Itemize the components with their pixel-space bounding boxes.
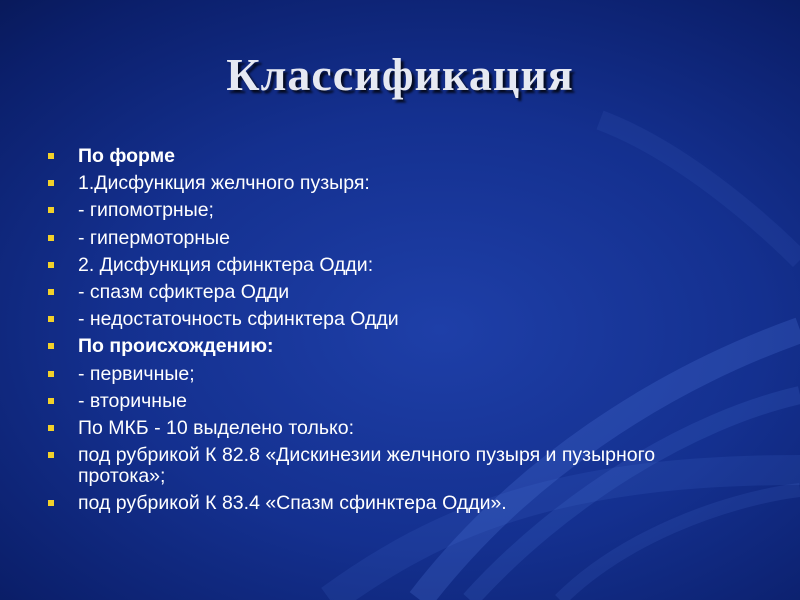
list-item: [46, 364, 746, 385]
list-item-text: По форме: [78, 145, 175, 167]
bullet-list: [46, 146, 746, 520]
list-item-text: 1.Дисфункция желчного пузыря:: [78, 172, 370, 195]
bullet-square-icon: [48, 207, 54, 213]
list-item: [46, 255, 746, 276]
list-item: [46, 418, 746, 439]
list-item: [46, 336, 746, 357]
bullet-square-icon: [48, 500, 54, 506]
list-item: [46, 309, 746, 330]
bullet-square-icon: [48, 343, 54, 349]
list-item-text: под рубрикой К 83.4 «Спазм сфинктера Одди».: [78, 492, 507, 515]
bullet-square-icon: [48, 371, 54, 377]
list-item-text: - гипермоторные: [78, 226, 231, 249]
list-item: [46, 445, 746, 487]
list-item-text: По происхождению:: [78, 335, 274, 358]
bullet-square-icon: [48, 398, 54, 404]
list-item-text: под рубрикой К 82.8 «Дискинезии желчного пузыря и пузырного протока»;: [78, 444, 656, 488]
bullet-square-icon: [48, 153, 54, 159]
list-item-text: - спазм сфиктера Одди: [78, 280, 290, 303]
slide-title: Классификация: [226, 49, 574, 100]
list-item-text: По МКБ - 10 выделено только:: [78, 416, 354, 439]
bullet-square-icon: [48, 452, 54, 458]
list-item: [46, 493, 746, 514]
list-item: [46, 200, 746, 221]
bullet-square-icon: [48, 235, 54, 241]
list-item-text: - вторичные: [78, 389, 187, 412]
bullet-square-icon: [48, 262, 54, 268]
list-item: [46, 282, 746, 303]
list-item: [46, 391, 746, 412]
list-item: [46, 173, 746, 194]
bullet-square-icon: [48, 425, 54, 431]
list-item-text: 2. Дисфункция сфинктера Одди:: [78, 253, 374, 276]
bullet-square-icon: [48, 180, 54, 186]
list-item-text: - недостаточность сфинктера Одди: [78, 308, 399, 331]
list-item: [46, 146, 746, 167]
bullet-square-icon: [48, 289, 54, 295]
bullet-square-icon: [48, 316, 54, 322]
list-item-text: - гипомотрные;: [78, 199, 214, 222]
list-item-text: - первичные;: [78, 362, 195, 385]
list-item: [46, 228, 746, 249]
